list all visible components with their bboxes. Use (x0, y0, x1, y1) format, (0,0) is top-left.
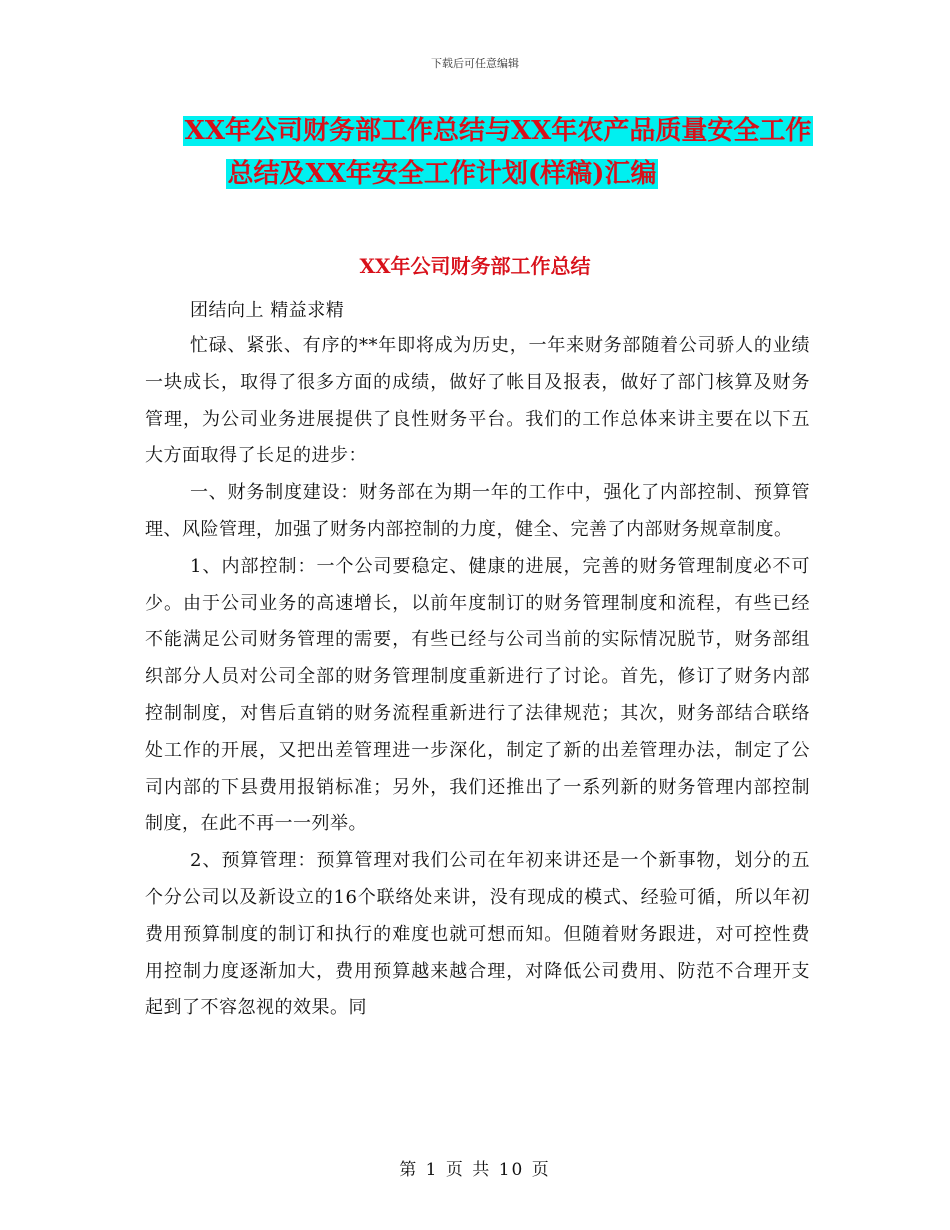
main-title-line-1-text: XX年公司财务部工作总结与XX年农产品质量安全工作 (184, 116, 812, 146)
page-footer: 第 1 页 共 10 页 (399, 1160, 551, 1180)
main-title-line-1 (23, 113, 950, 149)
section-title: XX年公司财务部工作总结 (359, 254, 591, 278)
body-text (145, 328, 810, 1027)
main-title-line-2 (0, 156, 917, 192)
paragraph-intro: 忙碌、紧张、有序的**年即将成为历史，一年来财务部随着公司骄人的业绩一块成长，取得了很多方面的成绩，做好了帐目及报表，做好了部门核算及财务管理，为公司业务进展提供了良性财务平台。我们的工作总体来讲主要在以下五大方面取得了长足的进步： (145, 335, 810, 467)
slogan: 团结向上 精益求精 (190, 300, 345, 321)
header-note: 下载后可任意编辑 (431, 57, 519, 70)
paragraph-internal-control: 1、内部控制：一个公司要稳定、健康的进展，完善的财务管理制度必不可少。由于公司业务的高速增长，以前年度制订的财务管理制度和流程，有些已经不能满足公司财务管理的需要，有些已经与公司当前的实际情况脱节，财务部组织部分人员对公司全部的财务管理制度重新进行了讨论。首先，修订了财务内部控制制度，对售后直销的财务流程重新进行了法律规范；其次，财务部结合联络处工作的开展，又把出差管理进一步深化，制定了新的出差管理办法，制定了公司内部的下县费用报销标准；另外，我们还推出了一系列新的财务管理内部控制制度，在此不再一一列举。 (145, 555, 810, 835)
paragraph-budget-management: 2、预算管理：预算管理对我们公司在年初来讲还是一个新事物，划分的五个分公司以及新设立的16个联络处来讲，没有现成的模式、经验可循，所以年初费用预算制度的制订和执行的难度也就可想而知。但随着财务跟进，对可控性费用控制力度逐渐加大，费用预算越来越合理，对降低公司费用、防范不合理开支起到了不容忽视的效果。同 (145, 850, 810, 1019)
paragraph-financial-system: 一、财务制度建设：财务部在为期一年的工作中，强化了内部控制、预算管理、风险管理，加强了财务内部控制的力度，健全、完善了内部财务规章制度。 (145, 482, 810, 540)
main-title-line-2-text: 总结及XX年安全工作计划(样稿)汇编 (227, 159, 657, 189)
